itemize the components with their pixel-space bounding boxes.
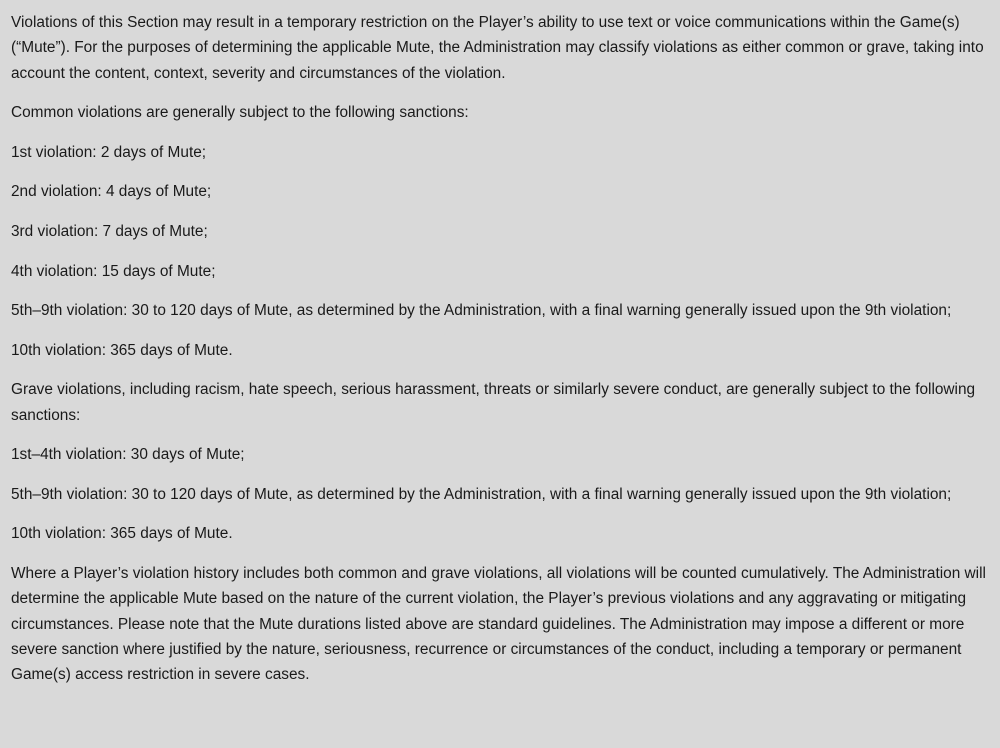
cumulative-rules-paragraph: Where a Player’s violation history includes both common and grave violations, all violations will be counted cumulatively. The Administration will determine the applicable Mute based on the nature of the current violation, the Player’s previous violations and any aggravating or mitigating circumstances. Please note that the Mute durations listed above are standard guidelines. The Administration may impose a different or more severe sanction where justified by the nature, seriousness, recurrence or circumstances of the conduct, including a temporary or permanent Game(s) access restriction in severe cases. [11, 565, 986, 684]
common-sanction-5th-9th: 5th–9th violation: 30 to 120 days of Mute, as determined by the Administration, with a final warning generally issued upon the 9th violation; [11, 302, 952, 320]
common-sanction-1st: 1st violation: 2 days of Mute; [11, 143, 207, 161]
common-sanction-3rd: 3rd violation: 7 days of Mute; [11, 222, 208, 240]
common-sanction-4th: 4th violation: 15 days of Mute; [11, 262, 216, 280]
grave-sanction-10th: 10th violation: 365 days of Mute. [11, 525, 233, 543]
grave-sanction-5th-9th: 5th–9th violation: 30 to 120 days of Mute, as determined by the Administration, with a final warning generally issued upon the 9th violation; [11, 485, 952, 503]
intro-paragraph: Violations of this Section may result in a temporary restriction on the Player’s ability to use text or voice communications within the Game(s) (“Mute”). For the purposes of determining the applicable Mute, the Administration may classify violations as either common or grave, taking into account the content, context, severity and circumstances of the violation. [11, 14, 984, 82]
common-sanction-10th: 10th violation: 365 days of Mute. [11, 341, 233, 359]
grave-sanction-1st-4th: 1st–4th violation: 30 days of Mute; [11, 446, 245, 464]
common-sanction-2nd: 2nd violation: 4 days of Mute; [11, 183, 212, 201]
grave-violations-heading: Grave violations, including racism, hate speech, serious harassment, threats or similarly severe conduct, are generally subject to the following sanctions: [11, 381, 976, 424]
common-violations-heading: Common violations are generally subject to the following sanctions: [11, 104, 469, 122]
